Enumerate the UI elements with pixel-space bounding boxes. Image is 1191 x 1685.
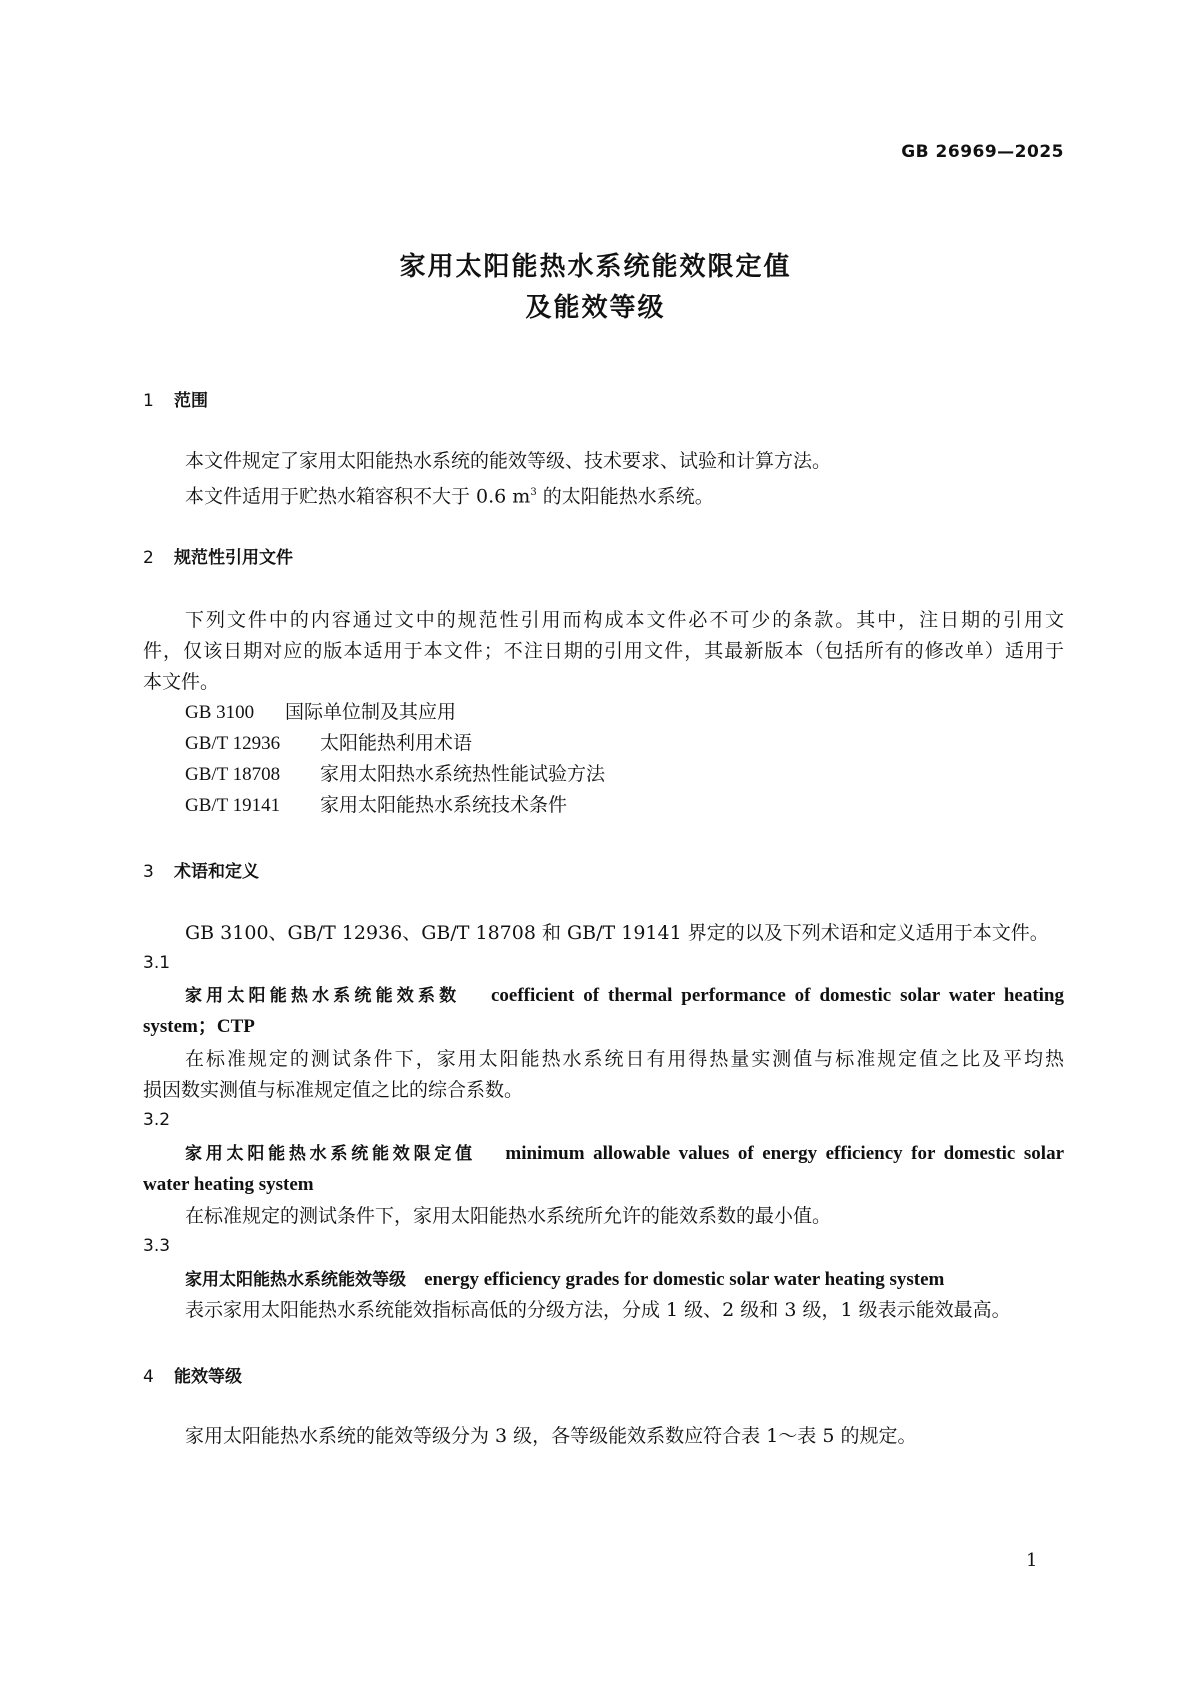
section-title: 规范性引用文件 <box>174 548 293 568</box>
text: 的太阳能热水系统。 <box>536 485 714 508</box>
clause-number: 3.3 <box>143 1236 171 1256</box>
term-english-continued: system；CTP <box>143 1016 255 1037</box>
scope-paragraph-1: 本文件规定了家用太阳能热水系统的能效等级、技术要求、试验和计算方法。 <box>185 450 832 472</box>
section-2-heading <box>143 543 293 568</box>
section-title: 术语和定义 <box>174 862 259 882</box>
reference-code: GB/T 19141 <box>185 795 281 816</box>
term-chinese: 家用太阳能热水系统能效等级 <box>185 1270 406 1290</box>
term-english: coefficient of thermal performance of domestic solar water heating <box>490 985 1064 1006</box>
term-chinese: 家用太阳能热水系统能效系数 <box>185 986 461 1006</box>
reference-title: 家用太阳热水系统热性能试验方法 <box>320 763 606 785</box>
reference-title: 国际单位制及其应用 <box>285 701 457 723</box>
term-definition-line: 在标准规定的测试条件下，家用太阳能热水系统所允许的能效系数的最小值。 <box>185 1205 832 1227</box>
reference-item <box>185 762 605 787</box>
section-number: 3 <box>143 862 154 882</box>
term-definition-line: 损因数实测值与标准规定值之比的综合系数。 <box>143 1079 524 1101</box>
scope-paragraph-2 <box>185 481 714 508</box>
document-number: GB 26969—2025 <box>901 142 1064 162</box>
section-title: 范围 <box>174 391 208 411</box>
document-title-line1: 家用太阳能热水系统能效限定值 <box>399 252 792 282</box>
terms-intro: GB 3100、GB/T 12936、GB/T 18708 和 GB/T 19141 界定的以及下列术语和定义适用于本文件。 <box>185 922 1049 944</box>
term-english: minimum allowable values of energy efficiency for domestic solar <box>505 1143 1064 1164</box>
term-heading <box>185 983 1064 1008</box>
section-title: 能效等级 <box>174 1367 242 1387</box>
term-definition-line: 在标准规定的测试条件下，家用太阳能热水系统日有用得热量实测值与标准规定值之比及平均热 <box>185 1048 1064 1070</box>
clause-number: 3.1 <box>143 953 171 973</box>
page-number: 1 <box>1026 1550 1038 1571</box>
reference-title: 太阳能热利用术语 <box>320 732 473 754</box>
superscript: 3 <box>530 487 537 498</box>
term-definition-line: 表示家用太阳能热水系统能效指标高低的分级方法，分成 1 级、2 级和 3 级，1 级表示能效最高。 <box>185 1299 1011 1321</box>
section-4-heading <box>143 1362 242 1387</box>
reference-item <box>185 700 456 725</box>
reference-item <box>185 731 472 756</box>
reference-code: GB/T 18708 <box>185 764 281 785</box>
normative-paragraph-line: 件，仅该日期对应的版本适用于本文件；不注日期的引用文件，其最新版本（包括所有的修改单）适用于 <box>143 640 1064 662</box>
reference-code: GB 3100 <box>185 702 255 723</box>
reference-title: 家用太阳能热水系统技术条件 <box>320 794 568 816</box>
reference-code: GB/T 12936 <box>185 733 281 754</box>
term-chinese: 家用太阳能热水系统能效限定值 <box>185 1144 476 1164</box>
section-1-heading <box>143 386 208 411</box>
reference-item <box>185 793 567 818</box>
term-heading <box>185 1267 944 1292</box>
normative-paragraph-line: 下列文件中的内容通过文中的规范性引用而构成本文件必不可少的条款。其中，注日期的引用文 <box>185 609 1064 631</box>
section-number: 1 <box>143 391 154 411</box>
grades-paragraph: 家用太阳能热水系统的能效等级分为 3 级，各等级能效系数应符合表 1～表 5 的规定。 <box>185 1425 917 1447</box>
document-title-line2: 及能效等级 <box>525 293 666 323</box>
section-number: 4 <box>143 1367 154 1387</box>
term-english-continued: water heating system <box>143 1174 314 1195</box>
term-english: energy efficiency grades for domestic solar water heating system <box>424 1269 945 1290</box>
clause-number: 3.2 <box>143 1110 171 1130</box>
term-heading <box>185 1141 1064 1166</box>
section-number: 2 <box>143 548 154 568</box>
text: 本文件适用于贮热水箱容积不大于 0.6 m <box>185 485 531 508</box>
normative-paragraph-line: 本文件。 <box>143 671 220 693</box>
section-3-heading <box>143 857 259 882</box>
